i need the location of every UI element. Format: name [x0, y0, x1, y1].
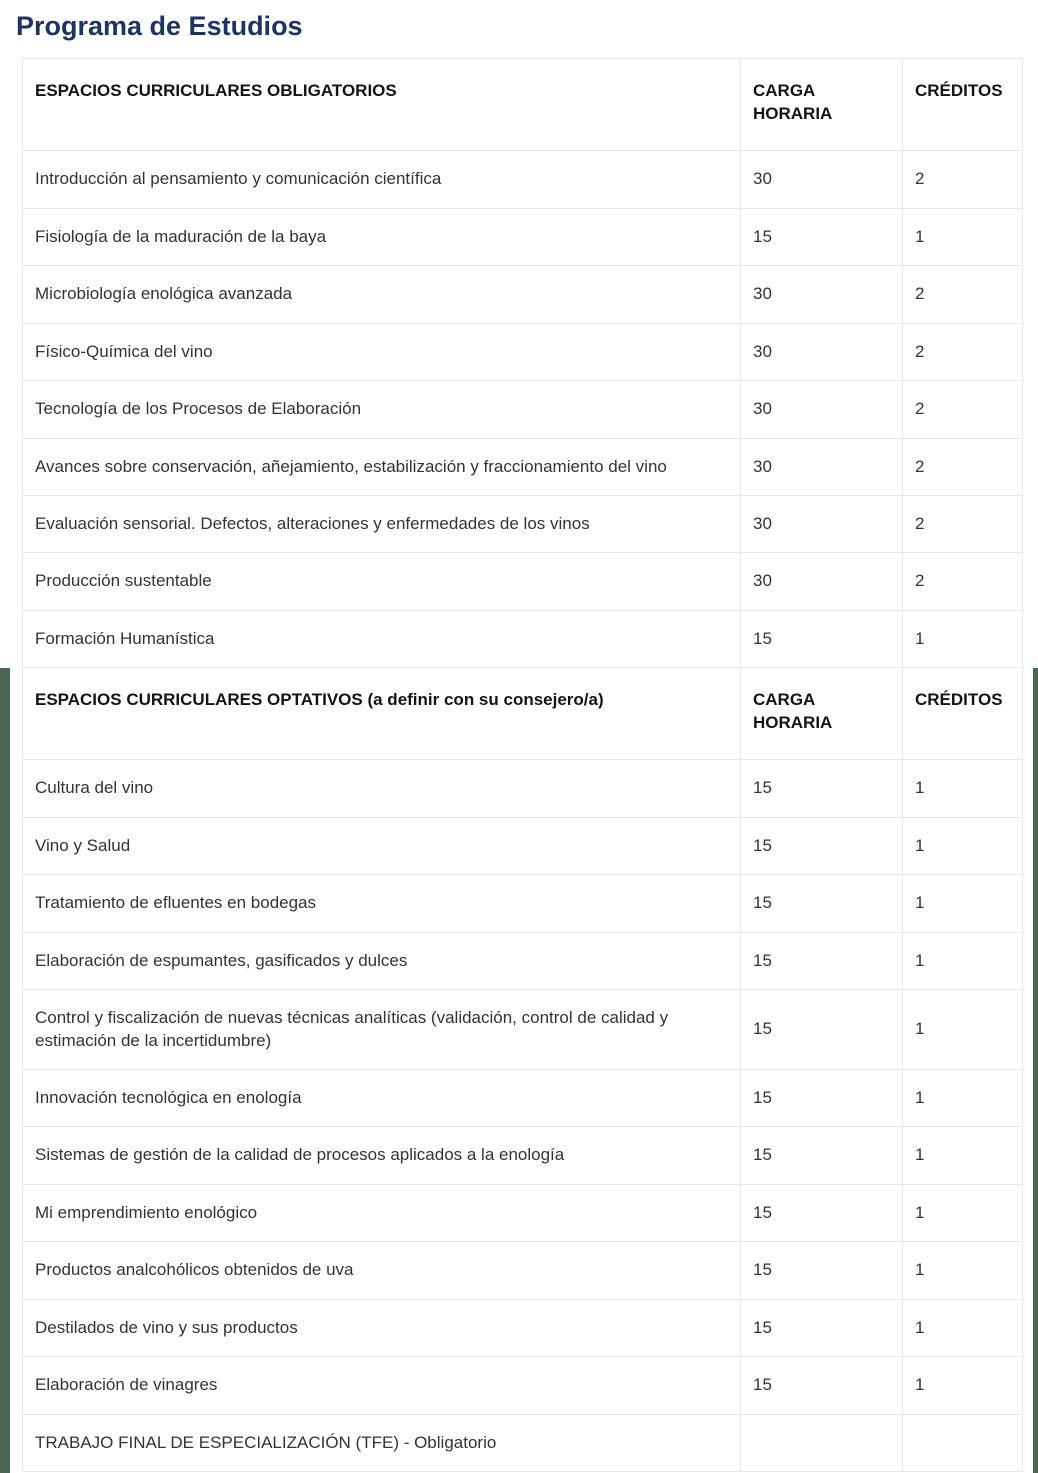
hours-cell: 15: [741, 875, 903, 932]
credits-cell: 1: [903, 1127, 1023, 1184]
table-row: [23, 817, 1023, 874]
hours-cell: 15: [741, 760, 903, 817]
credits-cell: 1: [903, 1184, 1023, 1241]
section-title-header: ESPACIOS CURRICULARES OPTATIVOS (a definir con su consejero/a): [23, 668, 741, 760]
table-row: [23, 496, 1023, 553]
credits-cell: 2: [903, 151, 1023, 208]
course-name-cell: Elaboración de espumantes, gasificados y dulces: [23, 932, 741, 989]
section-title-header: ESPACIOS CURRICULARES OBLIGATORIOS: [23, 59, 741, 151]
course-name-cell: Control y fiscalización de nuevas técnicas analíticas (validación, control de calidad y estimación de la incertidumbre): [23, 990, 741, 1070]
table-row: [23, 553, 1023, 610]
hours-cell: 15: [741, 1127, 903, 1184]
table-row: [23, 151, 1023, 208]
credits-cell: 1: [903, 1069, 1023, 1126]
table-row: [23, 1357, 1023, 1414]
table-row: [23, 1127, 1023, 1184]
course-name-cell: Elaboración de vinagres: [23, 1357, 741, 1414]
hours-cell: 30: [741, 323, 903, 380]
table-row: [23, 610, 1023, 667]
left-edge-screenshot-artifact: [0, 668, 10, 1473]
credits-cell: 1: [903, 817, 1023, 874]
hours-cell: 30: [741, 266, 903, 323]
hours-cell: 15: [741, 610, 903, 667]
table-row: [23, 266, 1023, 323]
hours-cell: 30: [741, 553, 903, 610]
course-name-cell: Mi emprendimiento enológico: [23, 1184, 741, 1241]
course-name-cell: Destilados de vino y sus productos: [23, 1299, 741, 1356]
credits-cell: 1: [903, 1357, 1023, 1414]
table-row: [23, 990, 1023, 1070]
credits-cell: 1: [903, 932, 1023, 989]
credits-cell: 2: [903, 323, 1023, 380]
course-name-cell: TRABAJO FINAL DE ESPECIALIZACIÓN (TFE) - Obligatorio: [23, 1414, 741, 1471]
credits-cell: 1: [903, 875, 1023, 932]
hours-cell: 15: [741, 932, 903, 989]
credits-cell: 1: [903, 208, 1023, 265]
course-name-cell: Evaluación sensorial. Defectos, alteraciones y enfermedades de los vinos: [23, 496, 741, 553]
credits-cell: 1: [903, 990, 1023, 1070]
course-name-cell: Formación Humanística: [23, 610, 741, 667]
table-row: [23, 381, 1023, 438]
credits-cell: 2: [903, 266, 1023, 323]
hours-cell: 15: [741, 1242, 903, 1299]
program-table: [22, 58, 1023, 1472]
hours-cell: 15: [741, 817, 903, 874]
right-edge-screenshot-artifact: [1033, 668, 1038, 1473]
table-row: [23, 1414, 1023, 1471]
carga-horaria-header: CARGA HORARIA: [741, 59, 903, 151]
table-row: [23, 1299, 1023, 1356]
credits-cell: 2: [903, 496, 1023, 553]
course-name-cell: Productos analcohólicos obtenidos de uva: [23, 1242, 741, 1299]
course-name-cell: Introducción al pensamiento y comunicación científica: [23, 151, 741, 208]
table-row: [23, 760, 1023, 817]
hours-cell: 30: [741, 151, 903, 208]
credits-cell: 1: [903, 610, 1023, 667]
table-row: [23, 208, 1023, 265]
hours-cell: 30: [741, 438, 903, 495]
course-name-cell: Cultura del vino: [23, 760, 741, 817]
hours-cell: 15: [741, 1357, 903, 1414]
table-row: [23, 875, 1023, 932]
table-row: [23, 932, 1023, 989]
section-header-row: [23, 668, 1023, 760]
course-name-cell: Fisiología de la maduración de la baya: [23, 208, 741, 265]
course-name-cell: Vino y Salud: [23, 817, 741, 874]
hours-cell: 15: [741, 1299, 903, 1356]
course-name-cell: Producción sustentable: [23, 553, 741, 610]
hours-cell: 15: [741, 1184, 903, 1241]
credits-cell: 1: [903, 1242, 1023, 1299]
credits-cell: 2: [903, 381, 1023, 438]
course-name-cell: Microbiología enológica avanzada: [23, 266, 741, 323]
table-row: [23, 438, 1023, 495]
credits-cell: 2: [903, 438, 1023, 495]
hours-cell: 30: [741, 381, 903, 438]
carga-horaria-header: CARGA HORARIA: [741, 668, 903, 760]
credits-cell: 1: [903, 1299, 1023, 1356]
credits-cell: 1: [903, 760, 1023, 817]
hours-cell: 15: [741, 990, 903, 1070]
program-table-body: [23, 59, 1023, 1472]
course-name-cell: Sistemas de gestión de la calidad de procesos aplicados a la enología: [23, 1127, 741, 1184]
course-name-cell: Tratamiento de efluentes en bodegas: [23, 875, 741, 932]
table-row: [23, 1069, 1023, 1126]
credits-cell: [903, 1414, 1023, 1471]
course-name-cell: Innovación tecnológica en enología: [23, 1069, 741, 1126]
creditos-header: CRÉDITOS: [903, 668, 1023, 760]
hours-cell: 15: [741, 1069, 903, 1126]
course-name-cell: Tecnología de los Procesos de Elaboración: [23, 381, 741, 438]
creditos-header: CRÉDITOS: [903, 59, 1023, 151]
table-row: [23, 1242, 1023, 1299]
page-title: Programa de Estudios: [16, 11, 303, 41]
table-row: [23, 323, 1023, 380]
hours-cell: 15: [741, 208, 903, 265]
hours-cell: [741, 1414, 903, 1471]
course-name-cell: Físico-Química del vino: [23, 323, 741, 380]
hours-cell: 30: [741, 496, 903, 553]
course-name-cell: Avances sobre conservación, añejamiento, estabilización y fraccionamiento del vino: [23, 438, 741, 495]
table-row: [23, 1184, 1023, 1241]
section-header-row: [23, 59, 1023, 151]
credits-cell: 2: [903, 553, 1023, 610]
